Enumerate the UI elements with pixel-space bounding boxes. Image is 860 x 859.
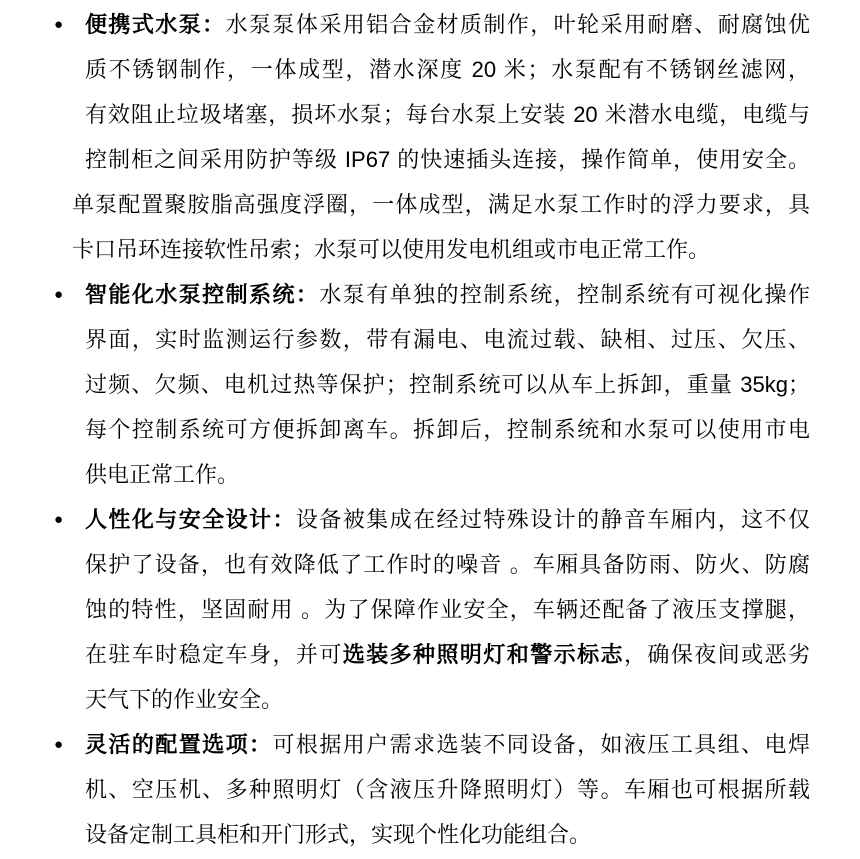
body-text-segment: 蚀的特性，坚固耐用 。为了保障作业安全，车辆还配备了液压支撑腿， [85,597,810,622]
bullet-item-flexible-configuration-options [0,722,860,857]
text-line [85,317,810,362]
text-line [72,227,810,272]
bold-text-segment: 人性化与安全设计： [85,507,296,532]
body-text-segment: 水泵泵体采用铝合金材质制作，叶轮采用耐磨、耐腐蚀优 [225,12,810,37]
body-text-segment: 每个控制系统可方便拆卸离车。拆卸后，控制系统和水泵可以使用市电 [85,417,810,442]
body-text-segment: 水泵有单独的控制系统，控制系统有可视化操作 [319,282,810,307]
body-text-segment: 天气下的作业安全。 [85,687,284,712]
bullet-item-intelligent-pump-control-system [0,272,860,497]
text-line [72,182,810,227]
text-line [85,767,810,812]
text-line [85,47,810,92]
bold-text-segment: 灵活的配置选项： [85,732,273,757]
bullet-icon: ● [54,286,64,303]
body-text-segment: 保护了设备，也有效降低了工作时的噪音 。车厢具备防雨、防火、防腐 [85,552,810,577]
text-line [85,362,810,407]
text-line [85,632,810,677]
bold-text-segment: 便携式水泵： [85,12,226,37]
bullet-item-portable-water-pump [0,2,860,272]
body-text-segment: 设备定制工具柜和开门形式，实现个性化功能组合。 [85,822,592,847]
body-text-segment: ，确保夜间或恶劣 [623,642,810,667]
body-text-segment: 控制柜之间采用防护等级 IP67 的快速插头连接，操作简单，使用安全。 [85,147,810,172]
body-text-segment: 质不锈钢制作，一体成型，潜水深度 20 米；水泵配有不锈钢丝滤网， [85,57,810,82]
text-line [54,272,810,317]
body-text-segment: 单泵配置聚胺脂高强度浮圈，一体成型，满足水泵工作时的浮力要求，具 [72,192,810,217]
bold-text-segment: 选装多种照明灯和警示标志 [342,642,624,667]
text-line [54,497,810,542]
body-text-segment: 界面，实时监测运行参数，带有漏电、电流过载、缺相、过压、欠压、 [85,327,810,352]
body-text-segment: 设备被集成在经过特殊设计的静音车厢内，这不仅 [295,507,810,532]
body-text-segment: 供电正常工作。 [85,462,240,487]
text-line [54,2,810,47]
text-line [85,452,810,497]
body-text-segment: 过频、欠频、电机过热等保护；控制系统可以从车上拆卸，重量 35kg； [85,372,810,397]
body-text-segment: 在驻车时稳定车身，并可 [85,642,343,667]
bullet-item-humanized-and-safety-design [0,497,860,722]
text-line [85,92,810,137]
bullet-icon: ● [54,16,64,33]
bullet-icon: ● [54,736,64,753]
bullet-icon: ● [54,511,64,528]
body-text-segment: 有效阻止垃圾堵塞，损坏水泵；每台水泵上安装 20 米潜水电缆，电缆与 [85,102,810,127]
text-line [85,407,810,452]
text-line [85,137,810,182]
bold-text-segment: 智能化水泵控制系统： [85,282,320,307]
body-text-segment: 可根据用户需求选装不同设备，如液压工具组、电焊 [272,732,810,757]
text-line [85,542,810,587]
text-line [85,587,810,632]
text-line [54,722,810,767]
text-line [85,812,810,857]
body-text-segment: 机、空压机、多种照明灯（含液压升降照明灯）等。车厢也可根据所载 [85,777,810,802]
text-line [85,677,810,722]
body-text-segment: 卡口吊环连接软性吊索；水泵可以使用发电机组或市电正常工作。 [72,237,711,262]
